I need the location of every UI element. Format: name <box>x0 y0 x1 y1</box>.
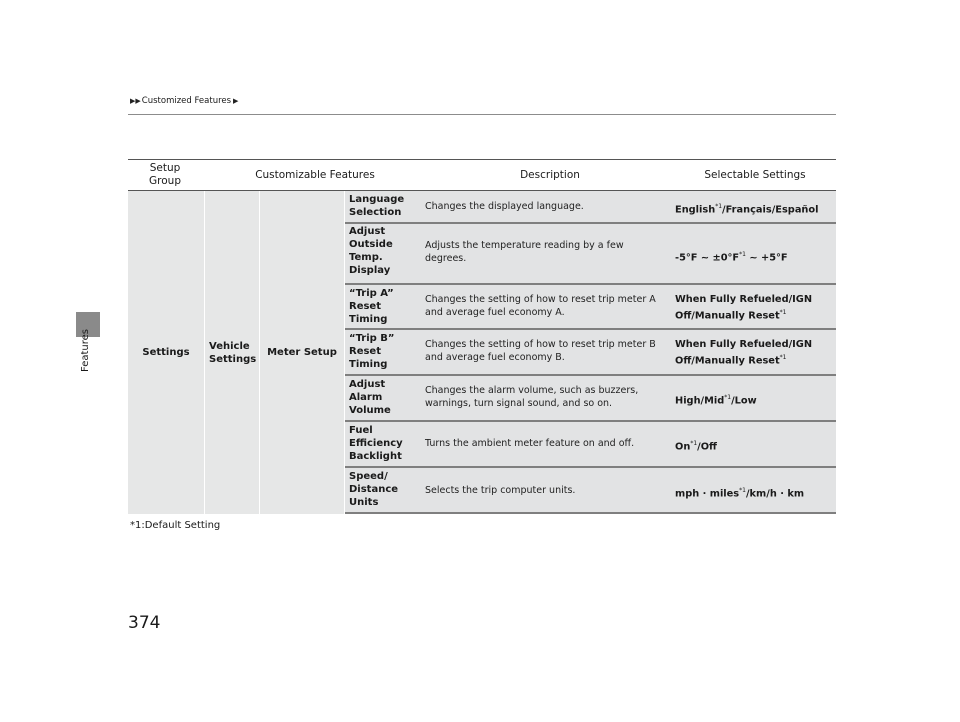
table-row <box>345 468 836 514</box>
subgroup-cell <box>205 191 259 514</box>
description-text: Changes the setting of how to reset trip meter B and average fuel economy B. <box>425 339 656 363</box>
table-row <box>345 330 836 376</box>
table-row <box>345 285 836 330</box>
selectable-settings: When Fully Refueled/IGN Off/Manually Reset$^{*1}$ <box>675 339 813 367</box>
col-header-customizable-features: Customizable Features <box>255 168 375 181</box>
table-row <box>345 224 836 285</box>
breadcrumb-label[interactable]: Customized Features <box>141 96 232 106</box>
breadcrumb-arrow-icon: ▶▶ <box>130 97 141 105</box>
group-cell <box>128 191 204 514</box>
description-text: Changes the displayed language. <box>425 201 584 212</box>
table-row <box>345 376 836 422</box>
footnote: *1:Default Setting <box>130 520 221 531</box>
selectable-settings: mph · miles$^{*1}$/km/h · km <box>675 487 805 500</box>
page-number: 374 <box>128 613 161 633</box>
selectable-settings: On$^{*1}$/Off <box>675 440 717 453</box>
selectable-settings: English$^{*1}$/Français/Español <box>675 203 819 216</box>
selectable-settings: High/Mid$^{*1}$/Low <box>675 394 757 407</box>
section-label: Meter Setup <box>267 347 337 358</box>
feature-label: Adjust Alarm Volume <box>349 379 391 416</box>
feature-label: “Trip A” Reset Timing <box>349 288 394 325</box>
description-text: Changes the alarm volume, such as buzzers, warnings, turn signal sound, and so on. <box>425 385 639 409</box>
feature-label: “Trip B” Reset Timing <box>349 333 395 370</box>
feature-label: Adjust Outside Temp. Display <box>349 226 393 276</box>
description-text: Adjusts the temperature reading by a few degrees. <box>425 240 624 264</box>
description-text: Changes the setting of how to reset trip meter A and average fuel economy A. <box>425 294 656 318</box>
header-divider <box>128 114 836 115</box>
selectable-settings: -5°F ~ $\pm 0^\circ F^{*1}$ ~ +5°F <box>675 251 788 264</box>
table-row <box>345 191 836 224</box>
selectable-settings: When Fully Refueled/IGN Off/Manually Reset$^{*1}$ <box>675 294 813 322</box>
table-row <box>345 422 836 468</box>
col-header-selectable-settings: Selectable Settings <box>704 168 806 181</box>
subgroup-label: Vehicle Settings <box>209 340 257 365</box>
feature-label: Language Selection <box>349 194 405 218</box>
feature-label: Fuel Efficiency Backlight <box>349 425 403 462</box>
breadcrumb-arrow-icon: ▶ <box>233 97 239 105</box>
group-label: Settings <box>142 347 190 358</box>
section-cell <box>260 191 344 514</box>
description-text: Turns the ambient meter feature on and off. <box>425 438 635 449</box>
description-text: Selects the trip computer units. <box>425 485 576 496</box>
col-header-description: Description <box>520 168 580 181</box>
col-header-setup-group: Setup Group <box>149 162 181 187</box>
breadcrumb <box>130 96 239 106</box>
feature-label: Speed/ Distance Units <box>349 471 399 508</box>
chapter-label: Features <box>80 329 91 372</box>
